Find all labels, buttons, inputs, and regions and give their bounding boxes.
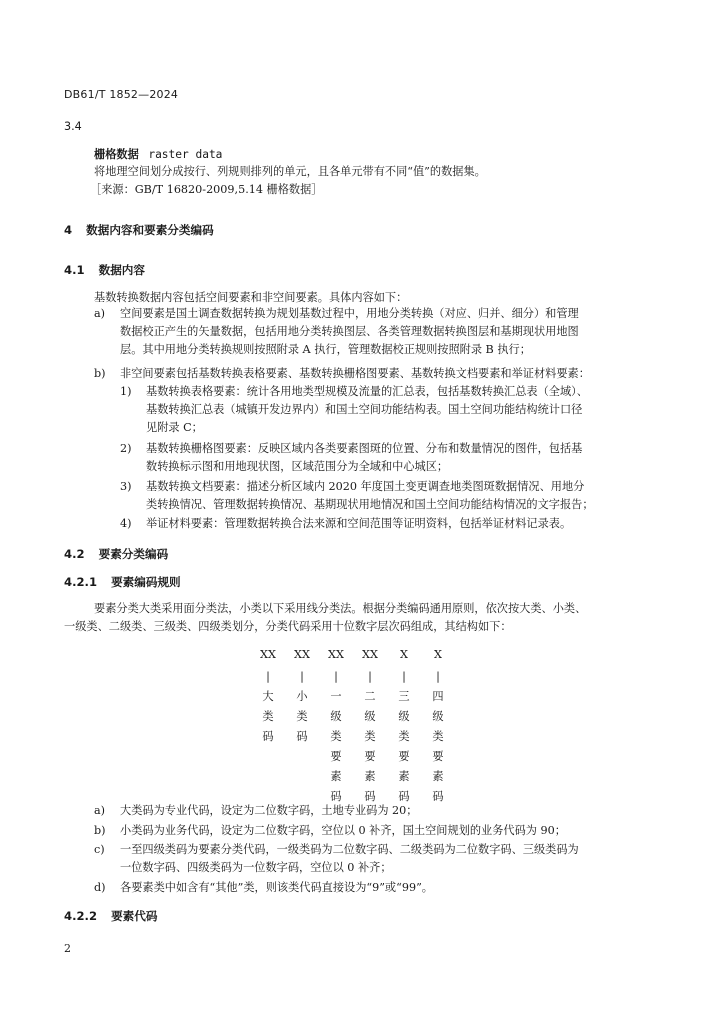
list-item-line: 数据校正产生的矢量数据，包括用地分类转换图层、各类管理数据转换图层和基期现状用地图 bbox=[120, 325, 579, 338]
code-label-char: 要 bbox=[364, 750, 376, 763]
code-level-2: XX bbox=[362, 648, 378, 661]
code-label-char: 级 bbox=[364, 710, 376, 723]
list-marker-b: b) bbox=[94, 824, 106, 837]
section-4-2-1-heading bbox=[64, 574, 181, 590]
code-label-char: 码 bbox=[432, 790, 444, 803]
section-title: 数据内容 bbox=[98, 263, 145, 277]
list-item-line: 基数转换表格要素：统计各用地类型规模及流量的汇总表，包括基数转换汇总表（全域）、 bbox=[146, 385, 588, 398]
list-marker-a: a) bbox=[94, 804, 106, 817]
list-item-line: 层。其中用地分类转换规则按照附录 A 执行，管理数据校正规则按照附录 B 执行； bbox=[120, 343, 531, 356]
list-item-line: 一位数字码、四级类码为一位数字码，空位以 0 补齐； bbox=[120, 861, 392, 874]
list-item-line: 举证材料要素：管理数据转换合法来源和空间范围等证明资料，包括举证材料记录表。 bbox=[146, 517, 572, 530]
code-label-char: 码 bbox=[262, 730, 274, 743]
connector-bar: | bbox=[402, 670, 406, 683]
section-number: 4.2.2 bbox=[64, 909, 98, 923]
list-marker-a: a) bbox=[94, 307, 106, 320]
section-title: 要素代码 bbox=[111, 909, 158, 923]
sublist-item-2 bbox=[146, 440, 582, 476]
code-label-char: 级 bbox=[398, 710, 410, 723]
paragraph-line: 一级类、二级类、三级类、四级类划分，分类代码采用十位数字层次码组成，其结构如下： bbox=[64, 620, 512, 633]
code-label-char: 小 bbox=[296, 690, 308, 703]
document-code: DB61/T 1852—2024 bbox=[64, 88, 179, 101]
section-number: 4.2 bbox=[64, 547, 85, 561]
sublist-marker-4: 4) bbox=[120, 517, 132, 530]
list-item-line: 空间要素是国土调查数据转换为规划基数过程中，用地分类转换（对应、归并、细分）和管理 bbox=[120, 307, 579, 320]
sublist-item-4 bbox=[146, 515, 571, 533]
term-chinese: 栅格数据 bbox=[94, 147, 139, 161]
code-minor: XX bbox=[294, 648, 310, 661]
section-4-2-2-heading bbox=[64, 908, 157, 924]
code-label-char: 类 bbox=[296, 710, 308, 723]
sublist-marker-1: 1) bbox=[120, 385, 132, 398]
sublist-item-3 bbox=[146, 478, 594, 514]
connector-bar: | bbox=[436, 670, 440, 683]
connector-bar: | bbox=[368, 670, 372, 683]
code-label-char: 大 bbox=[262, 690, 274, 703]
code-label-char: 二 bbox=[364, 690, 376, 703]
code-label-char: 素 bbox=[364, 770, 376, 783]
code-major: XX bbox=[260, 648, 276, 661]
code-level-3: X bbox=[400, 648, 408, 661]
section-number: 4.1 bbox=[64, 263, 85, 277]
section-4-1-intro: 基数转换数据内容包括空间要素和非空间要素。具体内容如下： bbox=[94, 291, 408, 304]
list-item-line: 基数转换文档要素：描述分析区域内 2020 年度国土变更调查地类图斑数据情况、用地分 bbox=[146, 480, 585, 493]
list-item-line: 见附录 C； bbox=[146, 421, 203, 434]
list-item-line: 类转换情况、管理数据转换情况、基期现状用地情况和国土空间功能结构情况的文字报告； bbox=[146, 498, 594, 511]
code-label-char: 一 bbox=[330, 690, 342, 703]
code-label-char: 素 bbox=[330, 770, 342, 783]
list-marker-c: c) bbox=[94, 843, 105, 856]
sublist-marker-2: 2) bbox=[120, 442, 132, 455]
section-title: 要素分类编码 bbox=[98, 547, 169, 561]
code-label-char: 三 bbox=[398, 690, 410, 703]
code-label-char: 素 bbox=[398, 770, 410, 783]
code-label-char: 素 bbox=[432, 770, 444, 783]
code-label-char: 四 bbox=[432, 690, 444, 703]
code-label-char: 类 bbox=[432, 730, 444, 743]
list-item-line: 一至四级类码为要素分类代码，一级类码为二位数字码、二级类码为二位数字码、三级类码为 bbox=[120, 843, 579, 856]
list-item: 小类码为业务代码，设定为二位数字码，空位以 0 补齐，国土空间规划的业务代码为 90； bbox=[120, 824, 566, 837]
code-label-char: 级 bbox=[330, 710, 342, 723]
list-item-a bbox=[120, 305, 579, 359]
term-number: 3.4 bbox=[64, 120, 82, 133]
section-title: 要素编码规则 bbox=[111, 575, 181, 589]
list-marker-d: d) bbox=[94, 881, 106, 894]
section-number: 4 bbox=[64, 223, 73, 237]
section-title: 数据内容和要素分类编码 bbox=[86, 223, 214, 237]
code-label-char: 码 bbox=[364, 790, 376, 803]
code-label-char: 码 bbox=[296, 730, 308, 743]
section-4-heading bbox=[64, 222, 214, 238]
code-label-char: 码 bbox=[330, 790, 342, 803]
paragraph-line: 要素分类大类采用面分类法，小类以下采用线分类法。根据分类编码通用原则，依次按大类、小类、 bbox=[94, 602, 587, 615]
code-label-char: 要 bbox=[432, 750, 444, 763]
section-number: 4.2.1 bbox=[64, 575, 98, 589]
list-item-line: 数转换标示图和用地现状图，区域范围分为全域和中心城区； bbox=[146, 460, 449, 473]
code-label-char: 类 bbox=[364, 730, 376, 743]
code-label-char: 级 bbox=[432, 710, 444, 723]
list-item bbox=[120, 841, 579, 877]
term-source: ［来源：GB/T 16820-2009,5.14 栅格数据］ bbox=[90, 183, 323, 196]
sublist-item-1 bbox=[146, 383, 588, 437]
term-entry bbox=[94, 146, 222, 162]
term-definition: 将地理空间划分成按行、列规则排列的单元，且各单元带有不同“值”的数据集。 bbox=[94, 165, 486, 178]
code-label-char: 类 bbox=[398, 730, 410, 743]
code-label-char: 码 bbox=[398, 790, 410, 803]
sublist-marker-3: 3) bbox=[120, 480, 132, 493]
connector-bar: | bbox=[334, 670, 338, 683]
code-level-1: XX bbox=[328, 648, 344, 661]
code-level-4: X bbox=[434, 648, 442, 661]
list-item: 各要素类中如含有“其他”类，则该类代码直接设为“9”或“99”。 bbox=[120, 881, 433, 894]
term-english: raster data bbox=[148, 148, 223, 161]
connector-bar: | bbox=[300, 670, 304, 683]
list-marker-b: b) bbox=[94, 367, 106, 380]
list-item-b: 非空间要素包括基数转换表格要素、基数转换栅格图要素、基数转换文档要素和举证材料要素： bbox=[120, 367, 590, 380]
list-item: 大类码为专业代码，设定为二位数字码，土地专业码为 20； bbox=[120, 804, 418, 817]
list-item-line: 基数转换栅格图要素：反映区域内各类要素图斑的位置、分布和数量情况的图件，包括基 bbox=[146, 442, 583, 455]
code-label-char: 类 bbox=[262, 710, 274, 723]
page-number: 2 bbox=[64, 942, 71, 955]
section-4-1-heading bbox=[64, 262, 145, 278]
code-label-char: 要 bbox=[330, 750, 342, 763]
code-label-char: 类 bbox=[330, 730, 342, 743]
section-4-2-heading bbox=[64, 546, 168, 562]
code-label-char: 要 bbox=[398, 750, 410, 763]
connector-bar: | bbox=[266, 670, 270, 683]
list-item-line: 基数转换汇总表（城镇开发边界内）和国土空间功能结构表。国土空间功能结构统计口径 bbox=[146, 403, 583, 416]
